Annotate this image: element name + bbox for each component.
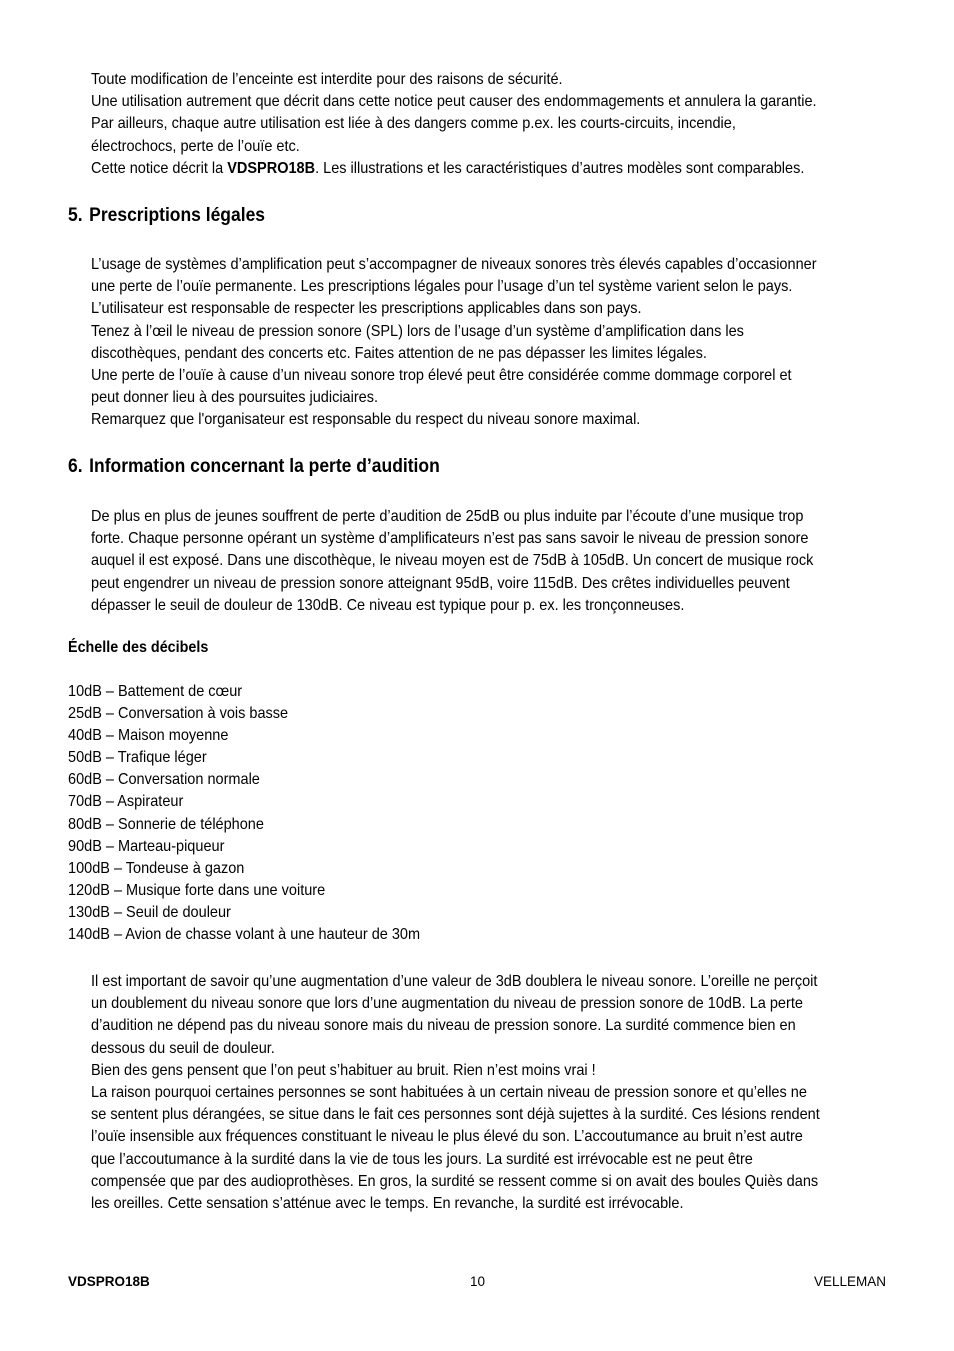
footer-page-number: 10	[470, 1274, 486, 1289]
section-5-line: L’usage de systèmes d’amplification peut s’accompagner de niveaux sonores très élevés capables d’occasionner	[91, 256, 817, 273]
section-5-line: peut donner lieu à des poursuites judiciaires.	[91, 389, 379, 407]
section-5-line: L’utilisateur est responsable de respecter les prescriptions applicables dans son pays.	[91, 300, 642, 318]
intro-model-line	[91, 158, 835, 180]
list-item: 100dB – Tondeuse à gazon	[68, 859, 245, 877]
list-item: 50dB – Trafique léger	[68, 749, 207, 767]
closing-line: La raison pourquoi certaines personnes se sont habituées à un certain niveau de pression sonore et qu’elles ne	[91, 1084, 807, 1102]
section-6-line: forte. Chaque personne opérant un système d’amplificateurs n’est pas sans savoir le niveau de pression sonore	[91, 530, 809, 548]
list-item: 25dB – Conversation à vois basse	[68, 705, 289, 723]
closing-line: Bien des gens pensent que l’on peut s’habituer au bruit. Rien n’est moins vrai !	[91, 1061, 596, 1079]
section-5-line: Remarquez que l'organisateur est responsable du respect du niveau sonore maximal.	[91, 411, 641, 429]
section-6-heading	[68, 456, 440, 478]
closing-line: d’audition ne dépend pas du niveau sonore mais du niveau de pression sonore. La surdité commence bien en	[91, 1017, 796, 1035]
closing-line: dessous du seuil de douleur.	[91, 1039, 275, 1057]
section-5-line: Une perte de l’ouïe à cause d’un niveau sonore trop élevé peut être considérée comme dommage corporel et	[91, 367, 792, 385]
closing-line: un doublement du niveau sonore que lors d’une augmentation du niveau de pression sonore de 10dB. La perte	[91, 995, 803, 1013]
list-item: 60dB – Conversation normale	[68, 771, 260, 789]
intro-line: Une utilisation autrement que décrit dans cette notice peut causer des endommagements et annulera la garantie.	[91, 93, 817, 111]
closing-line: se sentent plus dérangées, se situe dans le fait ces personnes sont déjà sujettes à la surdité. Ces lésions rendent	[91, 1106, 820, 1124]
list-item: 70dB – Aspirateur	[68, 793, 184, 811]
section-5-line: discothèques, pendant des concerts etc. Faites attention de ne pas dépasser les limites légales.	[91, 344, 707, 362]
footer-model: VDSPRO18B	[68, 1274, 150, 1289]
section-6-line: De plus en plus de jeunes souffrent de perte d’audition de 25dB ou plus induite par l’écoute d’une musique trop	[91, 508, 804, 525]
closing-line: les oreilles. Cette sensation s’atténue avec le temps. En revanche, la surdité est irrévocable.	[91, 1195, 684, 1213]
list-item: 40dB – Maison moyenne	[68, 727, 229, 745]
closing-line: Il est important de savoir qu’une augmentation d’une valeur de 3dB doublera le niveau sonore. L’oreille ne perçoit	[91, 973, 818, 990]
section-5-heading	[68, 205, 265, 227]
section-6-number: 6.	[68, 456, 83, 477]
list-item: 140dB – Avion de chasse volant à une hauteur de 30m	[68, 926, 421, 944]
intro-model-name: VDSPRO18B	[227, 159, 316, 177]
list-item: 120dB – Musique forte dans une voiture	[68, 881, 326, 899]
intro-line: Par ailleurs, chaque autre utilisation est liée à des dangers comme p.ex. les courts-circuits, incendie,	[91, 115, 736, 133]
section-6-line: dépasser le seuil de douleur de 130dB. Ce niveau est typique pour p. ex. les tronçonneuses.	[91, 596, 685, 614]
section-6-title: Information concernant la perte d’audition	[89, 456, 440, 477]
footer-brand: VELLEMAN	[813, 1274, 886, 1289]
section-5-line: Tenez à l’œil le niveau de pression sonore (SPL) lors de l’usage d’un système d’amplification dans les	[91, 322, 744, 340]
section-5-number: 5.	[68, 205, 83, 226]
list-item: 10dB – Battement de cœur	[68, 683, 243, 700]
section-5-body	[91, 254, 891, 432]
section-5-line: une perte de l’ouïe permanente. Les prescriptions légales pour l’usage d’un tel système varient selon le pays.	[91, 278, 793, 296]
closing-line: compensée que par des audioprothèses. En gros, la surdité se ressent comme si on avait des boules Quiès dans	[91, 1172, 819, 1190]
list-item: 80dB – Sonnerie de téléphone	[68, 815, 264, 833]
section-6-body	[91, 506, 891, 617]
closing-line: que l’accoutumance à la surdité dans la vie de tous les jours. La surdité est irrévocable est ne peut être	[91, 1150, 753, 1168]
list-item: 90dB – Marteau-piqueur	[68, 837, 225, 855]
decibel-scale-heading: Échelle des décibels	[68, 639, 209, 656]
intro-model-prefix: Cette notice décrit la	[91, 159, 228, 177]
closing-line: l’ouïe insensible aux fréquences constituant le niveau le plus élevé du son. L’accoutumance au bruit n’est autre	[91, 1128, 803, 1146]
intro-line: Toute modification de l’enceinte est interdite pour des raisons de sécurité.	[91, 71, 563, 88]
intro-model-suffix: . Les illustrations et les caractéristiques d’autres modèles sont comparables.	[315, 159, 805, 177]
list-item: 130dB – Seuil de douleur	[68, 903, 231, 921]
section-6-line: peut engendrer un niveau de pression sonore atteignant 95dB, voire 115dB. Des crêtes individuelles peuvent	[91, 574, 790, 592]
section-6-closing	[91, 971, 891, 1215]
decibel-scale-list	[68, 681, 447, 946]
section-5-title: Prescriptions légales	[89, 205, 266, 226]
intro-paragraph	[91, 69, 891, 180]
intro-line: électrochocs, perte de l’ouïe etc.	[91, 137, 300, 155]
section-6-line: auquel il est exposé. Dans une discothèque, le niveau moyen est de 75dB à 105dB. Un concert de musique rock	[91, 552, 814, 570]
